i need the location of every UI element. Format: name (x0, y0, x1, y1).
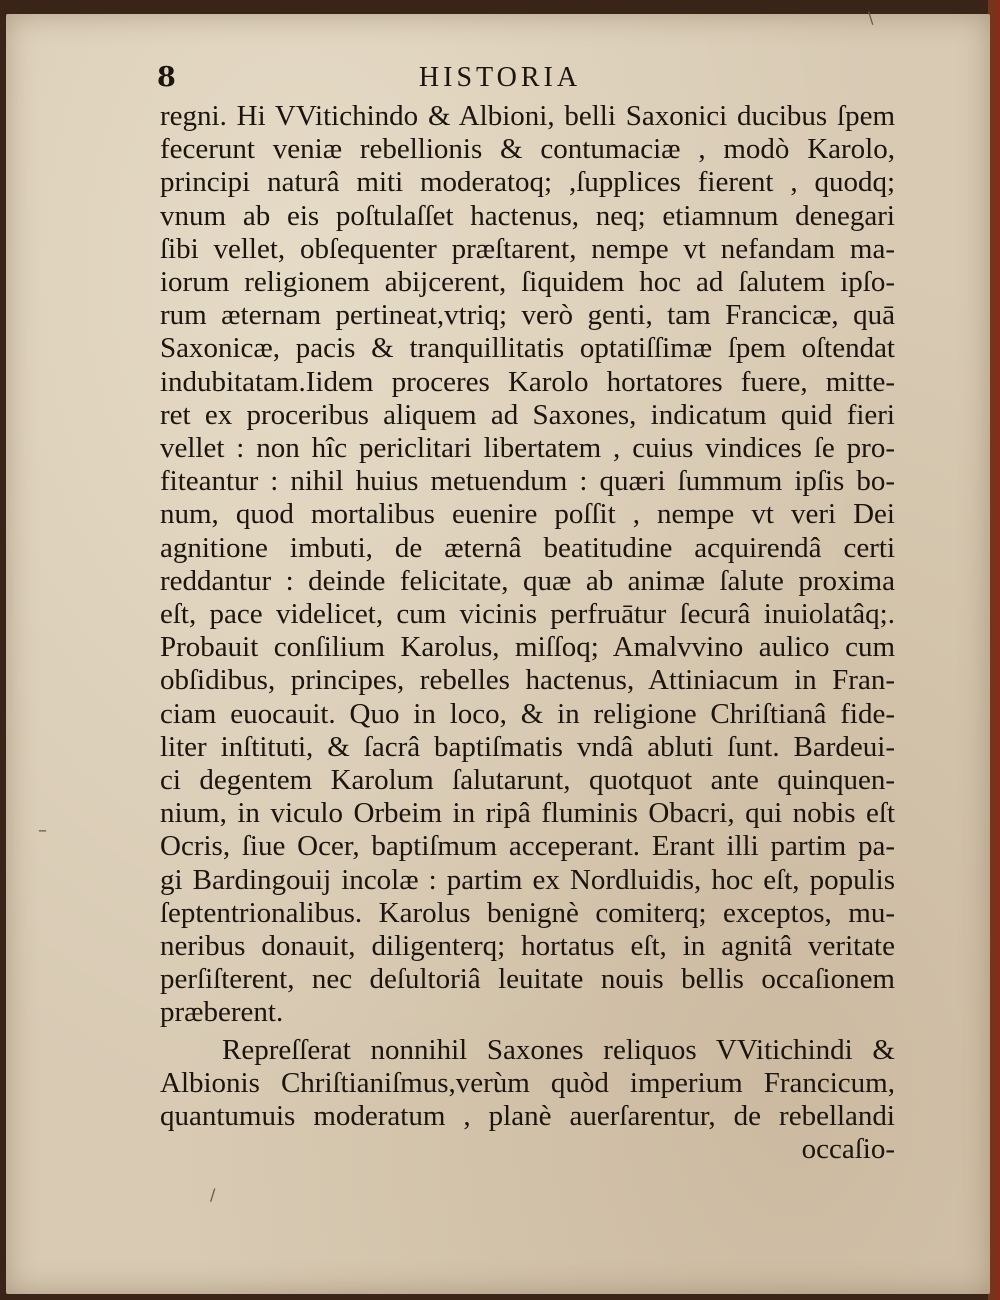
text-line: gi Bardingouij incolæ : partim ex Nordluidis, hoc eſt, populis (160, 863, 895, 896)
text-line: vnum ab eis poſtulaſſet hactenus, neq; etiamnum denegari (160, 199, 895, 232)
page-number: 8 (157, 62, 176, 93)
text-line: regni. Hi VVitichindo & Albioni, belli Saxonici ducibus ſpem (160, 100, 895, 132)
text-line: Saxonicæ, pacis & tranquillitatis optatiſſimæ ſpem oſtendat (160, 332, 895, 365)
text-line: Repreſſerat nonnihil Saxones reliquos VVitichindi & (222, 1033, 895, 1066)
text-line: Albionis Chriſtianiſmus,verùm quòd imperium Francicum, (160, 1066, 895, 1099)
paragraph-2 (160, 1034, 895, 1134)
text-line: quantumuis moderatum , planè auerſarentur, de rebellandi (160, 1100, 895, 1133)
text-line: Ocris, ſiue Ocer, baptiſmum acceperant. Erant illi partim pa- (160, 830, 895, 863)
body-text (160, 100, 895, 1167)
text-line: ciam euocauit. Quo in loco, & in religione Chriſtianâ fide- (160, 697, 895, 730)
text-line: eſt, pace videlicet, cum vicinis perfruātur ſecurâ inuiolatâq;. (160, 598, 895, 631)
text-line: num, quod mortalibus euenire poſſit , nempe vt veri Dei (160, 498, 895, 531)
margin-dash-mark: – (38, 820, 47, 841)
text-line: vellet : non hîc periclitari libertatem , cuius vindices ſe pro- (160, 432, 895, 465)
text-line: perſiſterent, nec deſultoriâ leuitate nouis bellis occaſionem (160, 963, 895, 996)
text-line: ci degentem Karolum ſalutarunt, quotquot ante quinquen- (160, 764, 895, 797)
text-line: rum æternam pertineat,vtriq; verò genti, tam Francicæ, quā (160, 299, 895, 332)
text-line: ſeptentrionalibus. Karolus benignè comiterq; exceptos, mu- (160, 896, 895, 929)
text-line: liter inſtituti, & ſacrâ baptiſmatis vndâ abluti ſunt. Bardeui- (160, 730, 895, 763)
text-line: obſidibus, principes, rebelles hactenus, Attiniacum in Fran- (160, 664, 895, 697)
paper-speck-mark: / (210, 1185, 216, 1204)
paragraph-1 (160, 100, 895, 1030)
text-line: agnitione imbuti, de æternâ beatitudine acquirendâ certi (160, 531, 895, 564)
text-line: Probauit conſilium Karolus, miſſoq; Amalvvino aulico cum (160, 631, 895, 664)
text-line: reddantur : deinde felicitate, quæ ab animæ ſalute proxima (160, 564, 895, 597)
text-line: ret ex proceribus aliquem ad Saxones, indicatum quid fieri (160, 398, 895, 431)
text-line: indubitatam.Iidem proceres Karolo hortatores fuere, mitte- (160, 365, 895, 398)
text-line: neribus donauit, diligenterq; hortatus eſt, in agnitâ veritate (160, 930, 895, 963)
text-line: nium, in viculo Orbeim in ripâ fluminis Obacri, qui nobis eſt (160, 797, 895, 830)
running-title: HISTORIA (418, 62, 582, 93)
text-line: principi naturâ miti moderatoq; ,ſupplices fierent , quodq; (160, 166, 895, 199)
text-line: fecerunt veniæ rebellionis & contumaciæ , modò Karolo, (160, 133, 895, 166)
text-line: iorum religionem abijcerent, ſiquidem hoc ad ſalutem ipſo- (160, 266, 895, 299)
text-line: fiteantur : nihil huius metuendum : quæri ſummum ipſis bo- (160, 465, 895, 498)
catchword: occaſio- (801, 1133, 895, 1166)
text-line: præberent. (160, 996, 284, 1029)
paper-speck-mark: \ (868, 8, 874, 27)
text-line: ſibi vellet, obſequenter præſtarent, nempe vt nefandam ma- (160, 232, 895, 265)
